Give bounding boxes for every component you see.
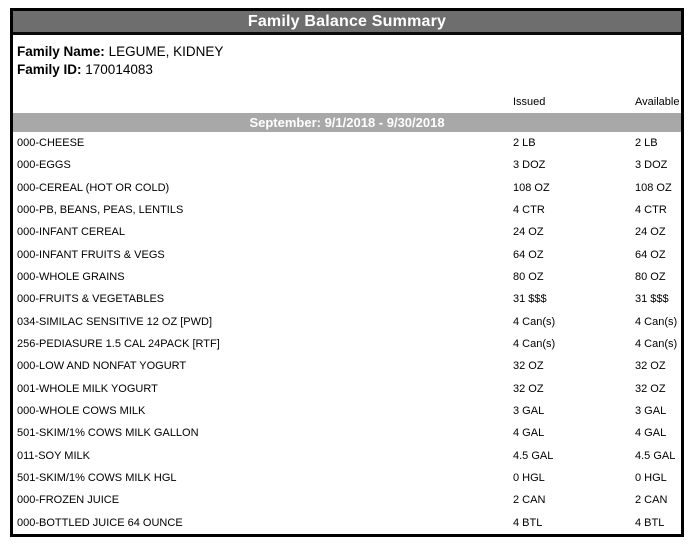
available-value: 4.5 GAL xyxy=(635,449,676,462)
item-name: 501-SKIM/1% COWS MILK GALLON xyxy=(17,427,199,440)
item-name: 000-CHEESE xyxy=(17,137,85,150)
item-name: 000-INFANT CEREAL xyxy=(17,226,126,239)
item-name: 000-FROZEN JUICE xyxy=(17,494,120,507)
available-value: 4 BTL xyxy=(635,516,665,529)
family-info xyxy=(13,35,681,87)
item-name: 000-BOTTLED JUICE 64 OUNCE xyxy=(17,516,183,529)
issued-value: 4 CTR xyxy=(513,204,545,217)
benefit-row xyxy=(13,355,681,377)
available-value: 2 LB xyxy=(635,137,658,150)
item-name: 000-FRUITS & VEGETABLES xyxy=(17,293,165,306)
issued-value: 32 OZ xyxy=(513,360,544,373)
issued-value: 108 OZ xyxy=(513,181,550,194)
benefit-row xyxy=(13,467,681,489)
benefit-rows xyxy=(13,132,681,534)
issued-value: 0 HGL xyxy=(513,472,545,485)
issued-value: 3 GAL xyxy=(513,405,545,418)
benefit-row xyxy=(13,266,681,288)
available-value: 80 OZ xyxy=(635,271,666,284)
period-header-bar xyxy=(13,113,681,132)
benefit-row xyxy=(13,244,681,266)
issued-value: 2 CAN xyxy=(513,494,546,507)
issued-value: 2 LB xyxy=(513,137,536,150)
item-name: 000-LOW AND NONFAT YOGURT xyxy=(17,360,187,373)
benefit-row xyxy=(13,489,681,511)
available-column-header: Available xyxy=(635,96,680,108)
available-value: 3 GAL xyxy=(635,405,667,418)
issued-value: 64 OZ xyxy=(513,248,544,261)
issued-value: 3 DOZ xyxy=(513,159,546,172)
family-name-label: Family Name: xyxy=(17,44,105,59)
available-value: 3 DOZ xyxy=(635,159,668,172)
available-value: 31 $$$ xyxy=(635,293,669,306)
report-title: Family Balance Summary xyxy=(247,13,447,30)
item-name: 000-CEREAL (HOT OR COLD) xyxy=(17,181,170,194)
benefit-row xyxy=(13,177,681,199)
available-value: 4 GAL xyxy=(635,427,667,440)
item-name: 000-INFANT FRUITS & VEGS xyxy=(17,248,165,261)
benefit-row xyxy=(13,378,681,400)
family-id-label: Family ID: xyxy=(17,62,82,77)
item-name: 000-WHOLE GRAINS xyxy=(17,271,125,284)
benefit-row xyxy=(13,132,681,154)
item-name: 000-EGGS xyxy=(17,159,71,172)
issued-value: 4 GAL xyxy=(513,427,545,440)
benefit-row xyxy=(13,288,681,310)
issued-value: 4 Can(s) xyxy=(513,315,556,328)
available-value: 4 CTR xyxy=(635,204,667,217)
issued-value: 31 $$$ xyxy=(513,293,547,306)
item-name: 001-WHOLE MILK YOGURT xyxy=(17,382,158,395)
available-value: 32 OZ xyxy=(635,360,666,373)
issued-column-header: Issued xyxy=(513,96,546,108)
family-id-value: 170014083 xyxy=(85,62,153,77)
item-name: 000-WHOLE COWS MILK xyxy=(17,405,146,418)
family-name-line xyxy=(17,43,681,61)
item-name: 011-SOY MILK xyxy=(17,449,90,462)
benefit-row xyxy=(13,199,681,221)
benefit-row xyxy=(13,311,681,333)
available-value: 64 OZ xyxy=(635,248,666,261)
item-name: 256-PEDIASURE 1.5 CAL 24PACK [RTF] xyxy=(17,338,220,351)
family-name-value: LEGUME, KIDNEY xyxy=(108,44,224,59)
issued-value: 4.5 GAL xyxy=(513,449,554,462)
available-value: 2 CAN xyxy=(635,494,668,507)
benefit-row xyxy=(13,445,681,467)
available-value: 4 Can(s) xyxy=(635,338,678,351)
available-value: 24 OZ xyxy=(635,226,666,239)
item-name: 034-SIMILAC SENSITIVE 12 OZ [PWD] xyxy=(17,315,212,328)
item-name: 501-SKIM/1% COWS MILK HGL xyxy=(17,472,177,485)
period-header: September: 9/1/2018 - 9/30/2018 xyxy=(249,115,445,130)
report-title-bar xyxy=(13,11,681,35)
available-value: 32 OZ xyxy=(635,382,666,395)
benefit-row xyxy=(13,400,681,422)
family-id-line xyxy=(17,61,681,79)
available-value: 0 HGL xyxy=(635,472,667,485)
issued-value: 80 OZ xyxy=(513,271,544,284)
benefit-row xyxy=(13,512,681,534)
available-value: 108 OZ xyxy=(635,181,672,194)
issued-value: 4 Can(s) xyxy=(513,338,556,351)
family-balance-report xyxy=(10,8,684,537)
item-name: 000-PB, BEANS, PEAS, LENTILS xyxy=(17,204,184,217)
benefit-row xyxy=(13,221,681,243)
issued-value: 4 BTL xyxy=(513,516,543,529)
benefit-row xyxy=(13,333,681,355)
issued-value: 32 OZ xyxy=(513,382,544,395)
benefit-row xyxy=(13,422,681,444)
benefit-row xyxy=(13,154,681,176)
available-value: 4 Can(s) xyxy=(635,315,678,328)
issued-value: 24 OZ xyxy=(513,226,544,239)
column-headers xyxy=(13,87,681,113)
